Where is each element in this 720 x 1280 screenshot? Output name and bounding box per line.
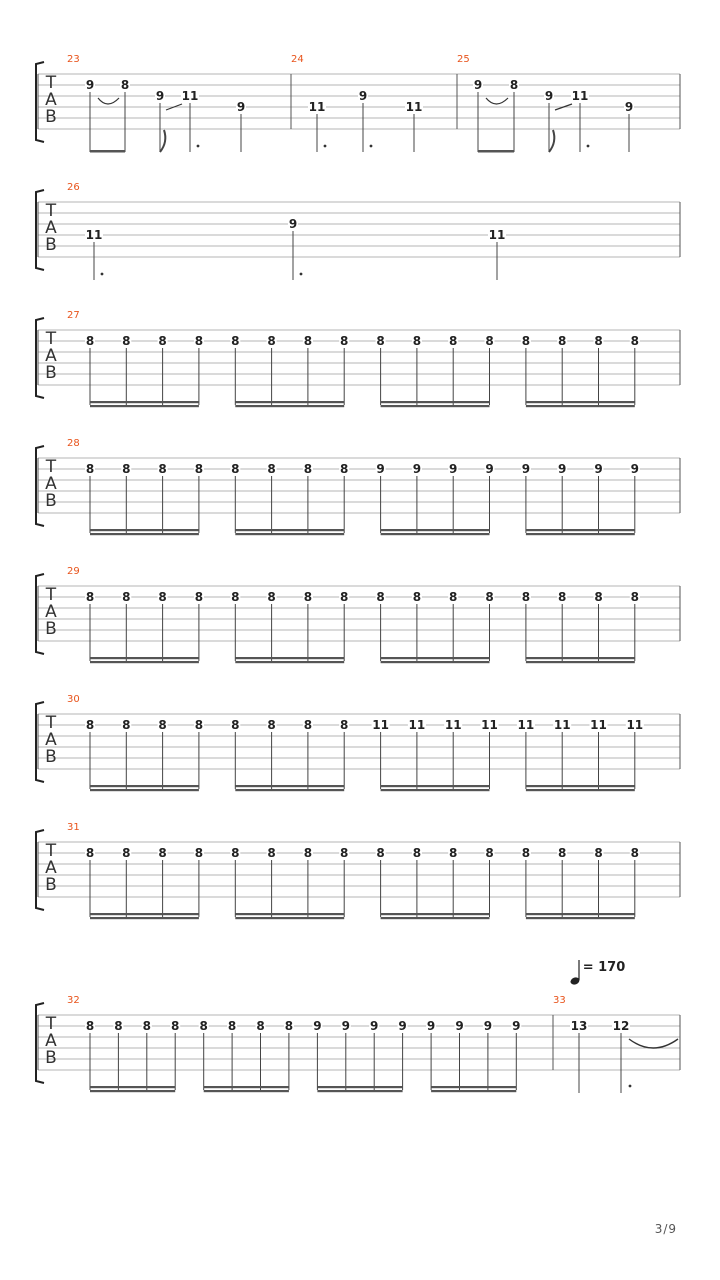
fret-number: 8 [114,1019,123,1033]
fret-number: 8 [412,590,422,604]
fret-number: 8 [142,1019,151,1033]
page-number: 3/9 [654,1222,677,1236]
dotted-rhythm-dot [587,145,590,148]
beam-primary [90,913,199,915]
fret-number: 8 [85,462,95,476]
fret-number: 8 [303,462,313,476]
fret-number: 8 [256,1019,265,1033]
beam-primary [526,529,635,531]
fret-number: 9 [155,89,165,103]
fret-number: 8 [340,462,349,476]
beam-secondary [526,405,635,407]
fret-number: 11 [517,718,535,732]
measure-number: 25 [457,54,470,65]
fret-number: 8 [267,462,276,476]
fret-number: 11 [626,718,644,732]
fret-number: 8 [630,334,639,348]
fret-number: 8 [412,846,422,860]
dotted-rhythm-dot [300,273,303,276]
fret-number: 8 [122,590,131,604]
fret-number: 11 [405,100,423,114]
tab-clef-b: B [45,619,57,639]
fret-number: 8 [194,334,204,348]
fret-number: 8 [231,590,240,604]
fret-number: 8 [485,334,494,348]
fret-number: 8 [558,334,567,348]
fret-number: 8 [485,590,494,604]
beam-secondary [235,917,344,919]
slur [486,98,508,104]
beam-primary [381,529,490,531]
fret-number: 8 [521,590,531,604]
tab-clef-a: A [45,474,57,494]
beam-primary [90,150,125,153]
fret-number: 9 [483,1019,493,1033]
fret-number: 9 [630,462,639,476]
fret-number: 9 [85,78,95,92]
dotted-rhythm-dot [197,145,200,148]
fret-number: 8 [231,334,240,348]
beam-primary [381,401,490,403]
fret-number: 8 [340,846,349,860]
beam-secondary [90,1090,175,1092]
beam-primary [90,529,199,531]
fret-number: 8 [158,334,167,348]
tab-clef-a: A [45,858,57,878]
measure-number: 28 [67,438,80,449]
fret-number: 8 [509,78,519,92]
fret-number: 9 [313,1019,322,1033]
beam-primary [526,401,635,403]
beam-primary [381,913,490,915]
fret-number: 8 [122,718,131,732]
fret-number: 8 [284,1019,294,1033]
beam-primary [235,529,344,531]
fret-number: 8 [267,334,276,348]
dotted-rhythm-dot [101,273,104,276]
fret-number: 8 [376,590,385,604]
fret-number: 9 [236,100,246,114]
fret-number: 8 [267,846,276,860]
beam-primary [235,401,344,403]
fret-number: 8 [303,718,313,732]
beam-primary [90,657,199,659]
fret-number: 8 [122,462,131,476]
fret-number: 8 [158,590,167,604]
beam-primary [526,785,635,787]
fret-number: 8 [412,334,422,348]
fret-number: 11 [553,718,571,732]
measure-number: 30 [67,694,80,705]
fret-number: 8 [594,846,603,860]
beam-secondary [90,661,199,663]
fret-number: 9 [370,1019,379,1033]
tab-clef-b: B [45,235,57,255]
beam-secondary [90,405,199,407]
dotted-rhythm-dot [629,1085,632,1088]
beam-secondary [381,789,490,791]
fret-number: 9 [624,100,634,114]
fret-number: 8 [303,846,313,860]
tab-clef-a: A [45,602,57,622]
fret-number: 11 [481,718,498,732]
fret-number: 9 [594,462,603,476]
tab-clef-b: B [45,747,57,767]
fret-number: 8 [194,462,204,476]
beam-primary [431,1086,516,1088]
beam-primary [526,913,635,915]
fret-number: 11 [571,89,589,103]
fret-number: 8 [449,846,458,860]
fret-number: 8 [227,1019,237,1033]
fret-number: 11 [408,718,426,732]
fret-number: 8 [194,846,204,860]
tab-clef-a: A [45,218,57,238]
fret-number: 8 [630,846,639,860]
fret-number: 9 [473,78,483,92]
fret-number: 12 [612,1019,630,1033]
beam-primary [90,401,199,403]
fret-number: 9 [544,89,554,103]
measure-number: 26 [67,182,80,193]
tie [629,1039,678,1048]
fret-number: 8 [231,846,240,860]
measure-number: 27 [67,310,80,321]
fret-number: 8 [231,718,240,732]
beam-secondary [235,661,344,663]
beam-primary [235,785,344,787]
fret-number: 8 [340,718,349,732]
beam-primary [381,785,490,787]
fret-number: 13 [570,1019,588,1033]
dotted-rhythm-dot [370,145,373,148]
fret-number: 8 [231,462,240,476]
tab-clef-t: T [45,585,57,605]
fret-number: 8 [449,334,458,348]
beam-primary [478,150,514,153]
beam-secondary [431,1090,516,1092]
fret-number: 9 [412,462,422,476]
fret-number: 9 [376,462,385,476]
fret-number: 9 [358,89,368,103]
fret-number: 9 [485,462,494,476]
tab-clef-t: T [45,73,57,93]
fret-number: 8 [303,334,313,348]
measure-number: 33 [553,995,566,1006]
fret-number: 9 [512,1019,521,1033]
fret-number: 9 [455,1019,464,1033]
fret-number: 11 [444,718,462,732]
fret-number: 8 [267,718,276,732]
measure-number: 29 [67,566,80,577]
beam-primary [90,785,199,787]
tab-clef-b: B [45,875,57,895]
fret-number: 8 [558,846,567,860]
fret-number: 11 [181,89,199,103]
fret-number: 8 [376,846,385,860]
fret-number: 8 [85,718,95,732]
fret-number: 8 [558,590,567,604]
fret-number: 8 [303,590,313,604]
fret-number: 8 [630,590,639,604]
fret-number: 11 [372,718,389,732]
measure-number: 23 [67,54,80,65]
fret-number: 8 [521,334,531,348]
beam-secondary [235,533,344,535]
measure-number: 32 [67,995,80,1006]
fret-number: 8 [85,1019,95,1033]
fret-number: 8 [171,1019,180,1033]
tab-clef-t: T [45,201,57,221]
fret-number: 8 [594,334,603,348]
fret-number: 11 [85,228,103,242]
tab-clef-t: T [45,457,57,477]
beam-secondary [381,917,490,919]
fret-number: 9 [521,462,531,476]
measure-number: 31 [67,822,80,833]
tab-clef-b: B [45,491,57,511]
fret-number: 11 [488,228,506,242]
beam-secondary [235,405,344,407]
tab-clef-a: A [45,730,57,750]
beam-secondary [90,789,199,791]
tempo-marking: = 170 [582,960,626,975]
tab-clef-t: T [45,329,57,349]
fret-number: 11 [590,718,607,732]
tab-clef-b: B [45,107,57,127]
fret-number: 9 [558,462,567,476]
tab-clef-a: A [45,346,57,366]
tab-clef-b: B [45,1048,57,1068]
beam-secondary [526,533,635,535]
fret-number: 8 [340,334,349,348]
fret-number: 8 [485,846,494,860]
beam-primary [381,657,490,659]
beam-secondary [526,789,635,791]
tab-clef-t: T [45,1014,57,1034]
tab-clef-t: T [45,841,57,861]
beam-primary [526,657,635,659]
fret-number: 8 [85,590,95,604]
beam-secondary [204,1090,289,1092]
measure-number: 24 [291,54,304,65]
fret-number: 8 [158,462,167,476]
fret-number: 8 [158,718,167,732]
beam-primary [90,1086,175,1088]
fret-number: 8 [194,718,204,732]
beam-secondary [235,789,344,791]
note-flag [160,130,165,152]
fret-number: 8 [120,78,130,92]
fret-number: 8 [267,590,276,604]
fret-number: 8 [340,590,349,604]
beam-primary [235,657,344,659]
fret-number: 9 [426,1019,436,1033]
fret-number: 9 [449,462,458,476]
beam-secondary [526,917,635,919]
beam-secondary [90,917,199,919]
fret-number: 8 [376,334,385,348]
fret-number: 8 [199,1019,208,1033]
fret-number: 8 [158,846,167,860]
beam-secondary [381,405,490,407]
fret-number: 8 [521,846,531,860]
fret-number: 9 [341,1019,350,1033]
slur [98,98,119,104]
fret-number: 8 [594,590,603,604]
dotted-rhythm-dot [324,145,327,148]
beam-secondary [526,661,635,663]
fret-number: 9 [398,1019,407,1033]
beam-primary [317,1086,402,1088]
fret-number: 9 [288,217,298,231]
note-flag [549,130,554,152]
beam-secondary [381,661,490,663]
fret-number: 8 [194,590,204,604]
tab-clef-a: A [45,90,57,110]
fret-number: 8 [122,334,131,348]
tab-clef-t: T [45,713,57,733]
fret-number: 11 [308,100,326,114]
fret-number: 8 [122,846,131,860]
fret-number: 8 [449,590,458,604]
tab-clef-a: A [45,1031,57,1051]
tab-clef-b: B [45,363,57,383]
beam-secondary [90,533,199,535]
fret-number: 8 [85,846,95,860]
beam-secondary [381,533,490,535]
beam-primary [235,913,344,915]
beam-secondary [317,1090,402,1092]
fret-number: 8 [85,334,95,348]
beam-primary [204,1086,289,1088]
